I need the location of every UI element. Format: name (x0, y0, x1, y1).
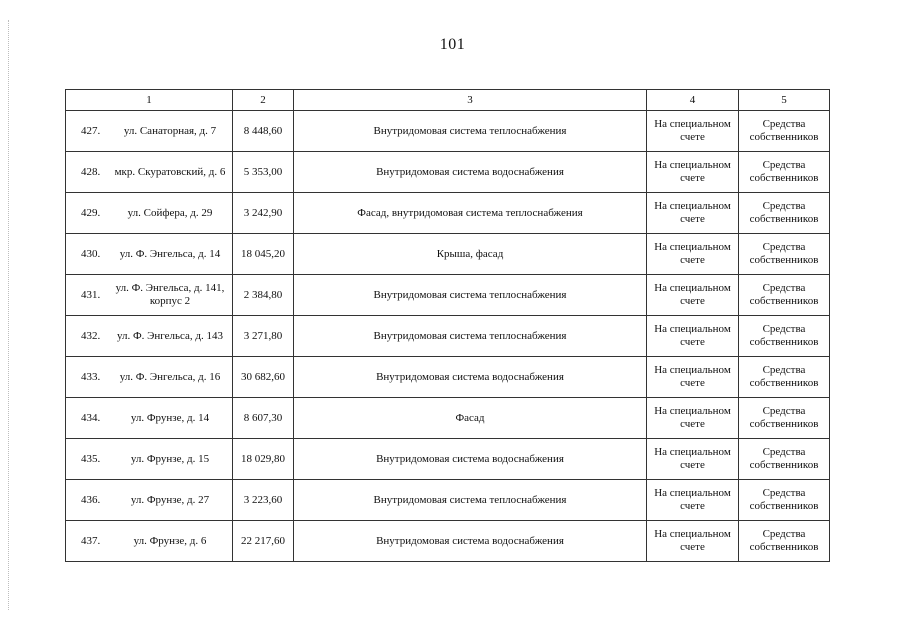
row-number: 437. (81, 534, 101, 547)
address-text: ул. Санаторная, д. 7 (123, 124, 217, 137)
work-type-cell: Внутридомовая система теплоснабжения (294, 111, 647, 152)
account-cell: На специальном счете (647, 316, 739, 357)
table-row (66, 439, 830, 480)
address-cell (66, 521, 233, 562)
address-cell (66, 439, 233, 480)
row-number: 433. (81, 370, 101, 383)
area-cell: 3 271,80 (233, 316, 294, 357)
row-number: 428. (81, 165, 101, 178)
row-number: 429. (81, 206, 101, 219)
table-row (66, 398, 830, 439)
funding-source-cell: Средства собственников (739, 111, 830, 152)
work-type-cell: Внутридомовая система водоснабжения (294, 439, 647, 480)
account-cell: На специальном счете (647, 357, 739, 398)
area-cell: 22 217,60 (233, 521, 294, 562)
account-cell: На специальном счете (647, 193, 739, 234)
address-text: ул. Фрунзе, д. 15 (130, 452, 210, 465)
work-type-cell: Внутридомовая система водоснабжения (294, 521, 647, 562)
address-cell (66, 152, 233, 193)
page-number: 101 (439, 36, 466, 53)
area-cell: 8 607,30 (233, 398, 294, 439)
address-text: ул. Сойфера, д. 29 (127, 206, 213, 219)
address-text: мкр. Скуратовский, д. 6 (114, 165, 226, 178)
address-text: ул. Фрунзе, д. 6 (133, 534, 207, 547)
header-row (66, 90, 830, 111)
address-cell (66, 111, 233, 152)
header-col-2: 2 (233, 90, 294, 111)
work-type-cell: Внутридомовая система теплоснабжения (294, 316, 647, 357)
funding-source-cell: Средства собственников (739, 398, 830, 439)
address-text: ул. Фрунзе, д. 14 (130, 411, 210, 424)
header-col-4: 4 (647, 90, 739, 111)
work-type-cell: Внутридомовая система теплоснабжения (294, 480, 647, 521)
address-cell (66, 357, 233, 398)
funding-source-cell: Средства собственников (739, 439, 830, 480)
table-row (66, 234, 830, 275)
area-cell: 18 045,20 (233, 234, 294, 275)
work-type-cell: Фасад (294, 398, 647, 439)
funding-source-cell: Средства собственников (739, 193, 830, 234)
funding-source-cell: Средства собственников (739, 275, 830, 316)
repair-schedule-table (65, 89, 830, 562)
row-number: 430. (81, 247, 101, 260)
table-header (66, 90, 830, 111)
address-text: ул. Ф. Энгельса, д. 14 (119, 247, 221, 260)
funding-source-cell: Средства собственников (739, 357, 830, 398)
header-col-5: 5 (739, 90, 830, 111)
funding-source-cell: Средства собственников (739, 521, 830, 562)
address-text: ул. Ф. Энгельса, д. 16 (119, 370, 221, 383)
account-cell: На специальном счете (647, 152, 739, 193)
table-row (66, 357, 830, 398)
table-row (66, 521, 830, 562)
table-row (66, 480, 830, 521)
account-cell: На специальном счете (647, 111, 739, 152)
funding-source-cell: Средства собственников (739, 480, 830, 521)
area-cell: 3 242,90 (233, 193, 294, 234)
area-cell: 5 353,00 (233, 152, 294, 193)
table-row (66, 275, 830, 316)
address-text: ул. Ф. Энгельса, д. 143 (116, 329, 224, 342)
address-cell (66, 480, 233, 521)
header-col-3: 3 (294, 90, 647, 111)
area-cell: 2 384,80 (233, 275, 294, 316)
funding-source-cell: Средства собственников (739, 316, 830, 357)
row-number: 432. (81, 329, 101, 342)
funding-source-cell: Средства собственников (739, 152, 830, 193)
work-type-cell: Фасад, внутридомовая система теплоснабжения (294, 193, 647, 234)
table-row (66, 111, 830, 152)
header-col-1: 1 (66, 90, 233, 111)
row-number: 435. (81, 452, 101, 465)
table-row (66, 316, 830, 357)
address-cell (66, 316, 233, 357)
address-cell (66, 275, 233, 316)
row-number: 427. (81, 124, 101, 137)
row-number: 434. (81, 411, 101, 424)
address-cell (66, 193, 233, 234)
table-row (66, 152, 830, 193)
row-number: 436. (81, 493, 101, 506)
row-number: 431. (81, 288, 101, 301)
account-cell: На специальном счете (647, 521, 739, 562)
work-type-cell: Внутридомовая система водоснабжения (294, 152, 647, 193)
work-type-cell: Внутридомовая система водоснабжения (294, 357, 647, 398)
funding-source-cell: Средства собственников (739, 234, 830, 275)
address-cell (66, 398, 233, 439)
account-cell: На специальном счете (647, 480, 739, 521)
address-text: ул. Ф. Энгельса, д. 141, корпус 2 (115, 282, 225, 307)
account-cell: На специальном счете (647, 234, 739, 275)
area-cell: 8 448,60 (233, 111, 294, 152)
work-type-cell: Внутридомовая система теплоснабжения (294, 275, 647, 316)
account-cell: На специальном счете (647, 275, 739, 316)
table-body (66, 111, 830, 562)
area-cell: 18 029,80 (233, 439, 294, 480)
table-row (66, 193, 830, 234)
area-cell: 3 223,60 (233, 480, 294, 521)
scan-edge-line (8, 20, 9, 610)
account-cell: На специальном счете (647, 439, 739, 480)
address-text: ул. Фрунзе, д. 27 (130, 493, 210, 506)
area-cell: 30 682,60 (233, 357, 294, 398)
account-cell: На специальном счете (647, 398, 739, 439)
address-cell (66, 234, 233, 275)
work-type-cell: Крыша, фасад (294, 234, 647, 275)
